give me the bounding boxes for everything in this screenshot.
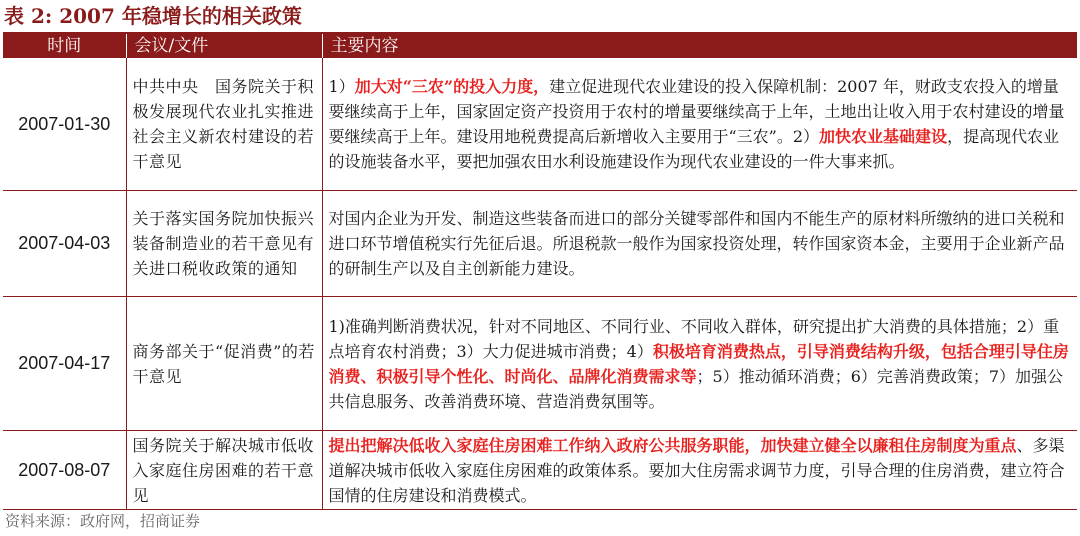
row-content [322, 431, 1077, 510]
row-meeting: 关于落实国务院加快振兴装备制造业的若干意见有关进口税收政策的通知 [126, 191, 322, 297]
row-date: 2007-01-30 [3, 58, 126, 191]
content-highlight: 积极培育消费热点，引导消费结构升级，包括合理引导住房消费、积极引导个性化、时尚化、品牌化消费需求等 [328, 341, 1069, 386]
content-text: 1)准确判断消费状况，针对不同地区、不同行业、不同收入群体，研究提出扩大消费的具体措施；2）重点培育农村消费；3）大力促进城市消费；4） [328, 316, 1060, 361]
header-date: 时间 [3, 34, 126, 58]
policy-table [3, 34, 1077, 510]
header-content: 主要内容 [322, 34, 1077, 58]
table-row [3, 58, 1077, 191]
content-text: 、多渠道解决城市低收入家庭住房困难的政策体系。要加大住房需求调节力度，引导合理的住房消费，建立符合国情的住房建设和消费模式。 [328, 435, 1065, 505]
table-header-row [3, 34, 1077, 58]
row-content [322, 297, 1077, 431]
content-text: 建立促进现代农业建设的投入保障机制：2007 年，财政支农投入的增量要继续高于上年，国家固定资产投资用于农村的增量要继续高于上年，土地出让收入用于农村建设的增量要继续高于上年。建设用地税费提高后新增收入主要用于“三农”。2） [328, 77, 1065, 146]
content-highlight: 加大对“三农”的投入力度， [354, 77, 550, 96]
row-meeting: 国务院关于解决城市低收入家庭住房困难的若干意见 [126, 431, 322, 510]
row-meeting: 商务部关于“促消费”的若干意见 [126, 297, 322, 431]
row-date: 2007-04-03 [3, 191, 126, 297]
table-title: 表 2: 2007 年稳增长的相关政策 [4, 4, 302, 28]
content-text: 对国内企业为开发、制造这些装备而进口的部分关键零部件和国内不能生产的原材料所缴纳的进口关税和进口环节增值税实行先征后退。所退税款一般作为国家投资处理，转作国家资本金，主要用于企业新产品的研制生产以及自主创新能力建设。 [328, 209, 1065, 278]
row-meeting: 中共中央 国务院关于积极发展现代农业扎实推进社会主义新农村建设的若干意见 [126, 58, 322, 191]
row-date: 2007-04-17 [3, 297, 126, 431]
row-content [322, 191, 1077, 297]
row-content [322, 58, 1077, 191]
content-text: 1） [328, 77, 355, 96]
content-text: ，提高现代农业的设施装备水平，要把加强农田水利设施建设作为现代农业建设的一件大事来抓。 [328, 127, 1060, 171]
row-date: 2007-08-07 [3, 431, 126, 510]
content-highlight: 提出把解决低收入家庭住房困难工作纳入政府公共服务职能，加快建立健全以廉租住房制度为重点 [328, 435, 1017, 455]
table-row [3, 431, 1077, 510]
source-note: 资料来源：政府网，招商证券 [5, 512, 201, 530]
header-meeting: 会议/文件 [126, 34, 322, 58]
table-row [3, 191, 1077, 297]
content-highlight: 加快农业基础建设 [819, 127, 948, 146]
table-row [3, 297, 1077, 431]
content-text: ；5）推动循环消费；6）完善消费政策；7）加强公共信息服务、改善消费环境、营造消费氛围等。 [328, 366, 1064, 411]
